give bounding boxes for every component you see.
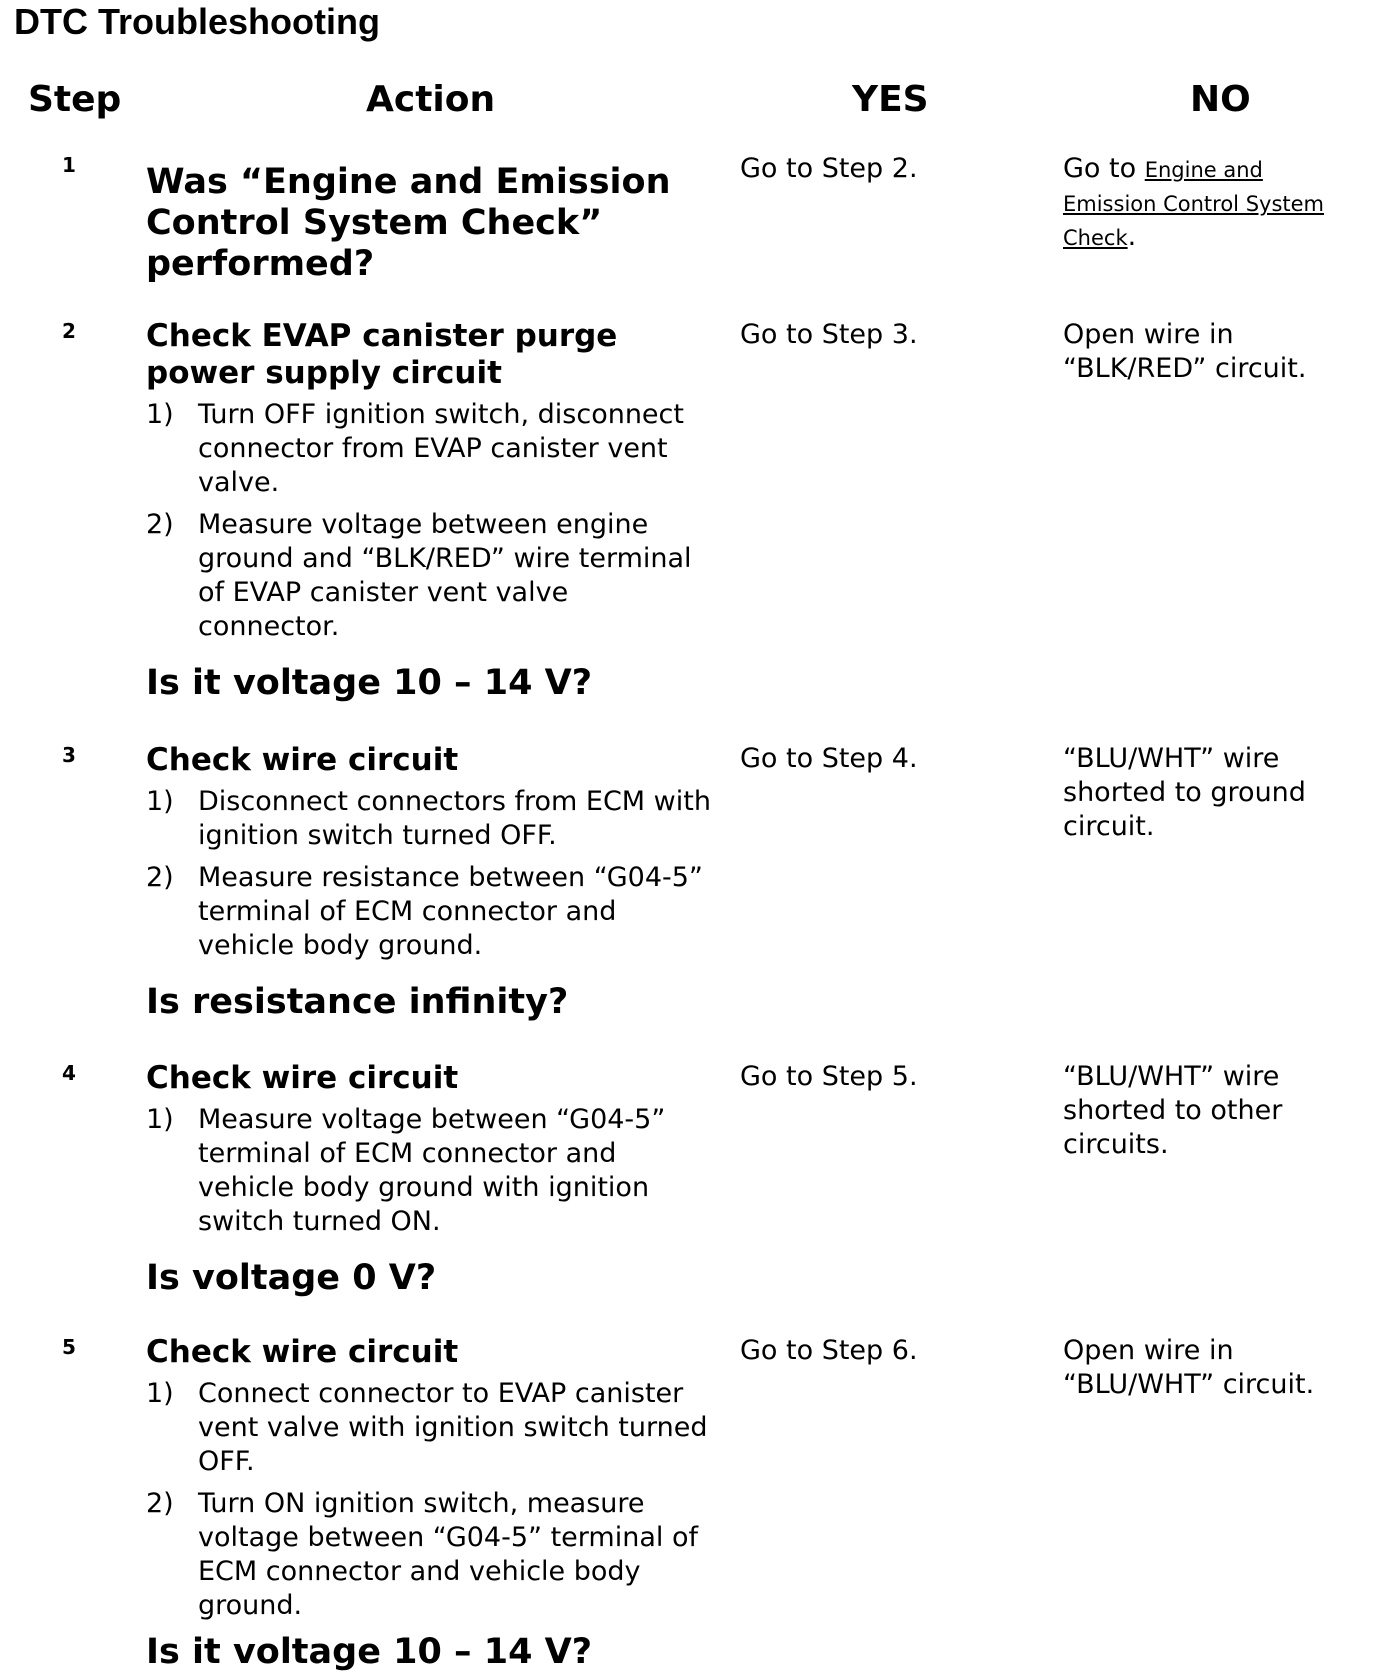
step-number: 1: [62, 153, 76, 177]
no-cell: “BLU/WHT” wire shorted to other circuits.: [1063, 1061, 1283, 1160]
substep-list: [146, 1377, 716, 1623]
substep: [146, 1103, 716, 1239]
action-title: Check wire circuit: [146, 742, 459, 778]
action-title: Check wire circuit: [146, 1334, 459, 1370]
no-prefix: Go to: [1063, 153, 1145, 184]
substep: [146, 1487, 716, 1623]
step-number: 3: [62, 743, 76, 767]
yes-cell: Go to Step 5.: [740, 1061, 918, 1092]
action-cell: [146, 1334, 716, 1673]
substep: [146, 861, 716, 963]
substep: [146, 508, 716, 644]
no-cell: Open wire in “BLU/WHT” circuit.: [1063, 1335, 1315, 1400]
substep-text: Measure voltage between engine ground and “BLK/RED” wire terminal of EVAP canister vent valve connector.: [198, 509, 692, 642]
substep-text: Connect connector to EVAP canister vent valve with ignition switch turned OFF.: [198, 1378, 708, 1477]
yes-cell: Go to Step 6.: [740, 1335, 918, 1366]
action-title: Check wire circuit: [146, 1060, 459, 1096]
page-title: DTC Troubleshooting: [14, 1, 380, 42]
engine-emission-check-link[interactable]: Engine and Emission Control System Check: [1063, 158, 1325, 250]
substep-number: 1): [146, 1104, 174, 1135]
step-number: 2: [62, 319, 76, 343]
action-cell: [146, 162, 716, 285]
substep-number: 2): [146, 509, 174, 540]
yes-cell: Go to Step 3.: [740, 319, 918, 350]
substep-number: 2): [146, 1488, 174, 1519]
substep-number: 1): [146, 786, 174, 817]
yes-cell: Go to Step 4.: [740, 743, 918, 774]
substep-text: Disconnect connectors from ECM with ignition switch turned OFF.: [198, 786, 711, 851]
yes-cell: Go to Step 2.: [740, 153, 918, 184]
substep-text: Turn OFF ignition switch, disconnect connector from EVAP canister vent valve.: [198, 399, 684, 498]
substep: [146, 785, 716, 853]
action-cell: [146, 1060, 716, 1299]
substep-text: Turn ON ignition switch, measure voltage between “G04-5” terminal of ECM connector and vehicle body ground.: [198, 1488, 698, 1621]
action-question: Is it voltage 10 – 14 V?: [146, 663, 592, 703]
substep-list: [146, 785, 716, 963]
substep: [146, 1377, 716, 1479]
step-number: 4: [62, 1061, 76, 1085]
action-title: Check EVAP canister purge power supply circuit: [146, 318, 618, 391]
column-header-no: NO: [1190, 79, 1251, 120]
action-cell: [146, 742, 716, 1023]
substep-number: 1): [146, 1378, 174, 1409]
no-cell: Open wire in “BLK/RED” circuit.: [1063, 319, 1307, 384]
substep-text: Measure voltage between “G04-5” terminal of ECM connector and vehicle body ground with ignition switch turned ON.: [198, 1104, 666, 1237]
no-cell: “BLU/WHT” wire shorted to ground circuit.: [1063, 743, 1306, 842]
action-title: Was “Engine and Emission Control System Check” performed?: [146, 162, 671, 284]
column-header-action: Action: [366, 79, 496, 120]
column-header-step: Step: [28, 79, 122, 120]
substep-list: [146, 398, 716, 644]
action-question: Is it voltage 10 – 14 V?: [146, 1632, 592, 1672]
action-question: Is resistance infinity?: [146, 982, 569, 1022]
step-number: 5: [62, 1335, 76, 1359]
substep-number: 2): [146, 862, 174, 893]
substep-text: Measure resistance between “G04-5” terminal of ECM connector and vehicle body ground.: [198, 862, 703, 961]
column-header-yes: YES: [852, 79, 929, 120]
substep-list: [146, 1103, 716, 1239]
action-cell: [146, 318, 716, 704]
substep-number: 1): [146, 399, 174, 430]
no-cell: [1063, 152, 1353, 254]
substep: [146, 398, 716, 500]
action-question: Is voltage 0 V?: [146, 1258, 437, 1298]
no-suffix: .: [1127, 221, 1137, 252]
